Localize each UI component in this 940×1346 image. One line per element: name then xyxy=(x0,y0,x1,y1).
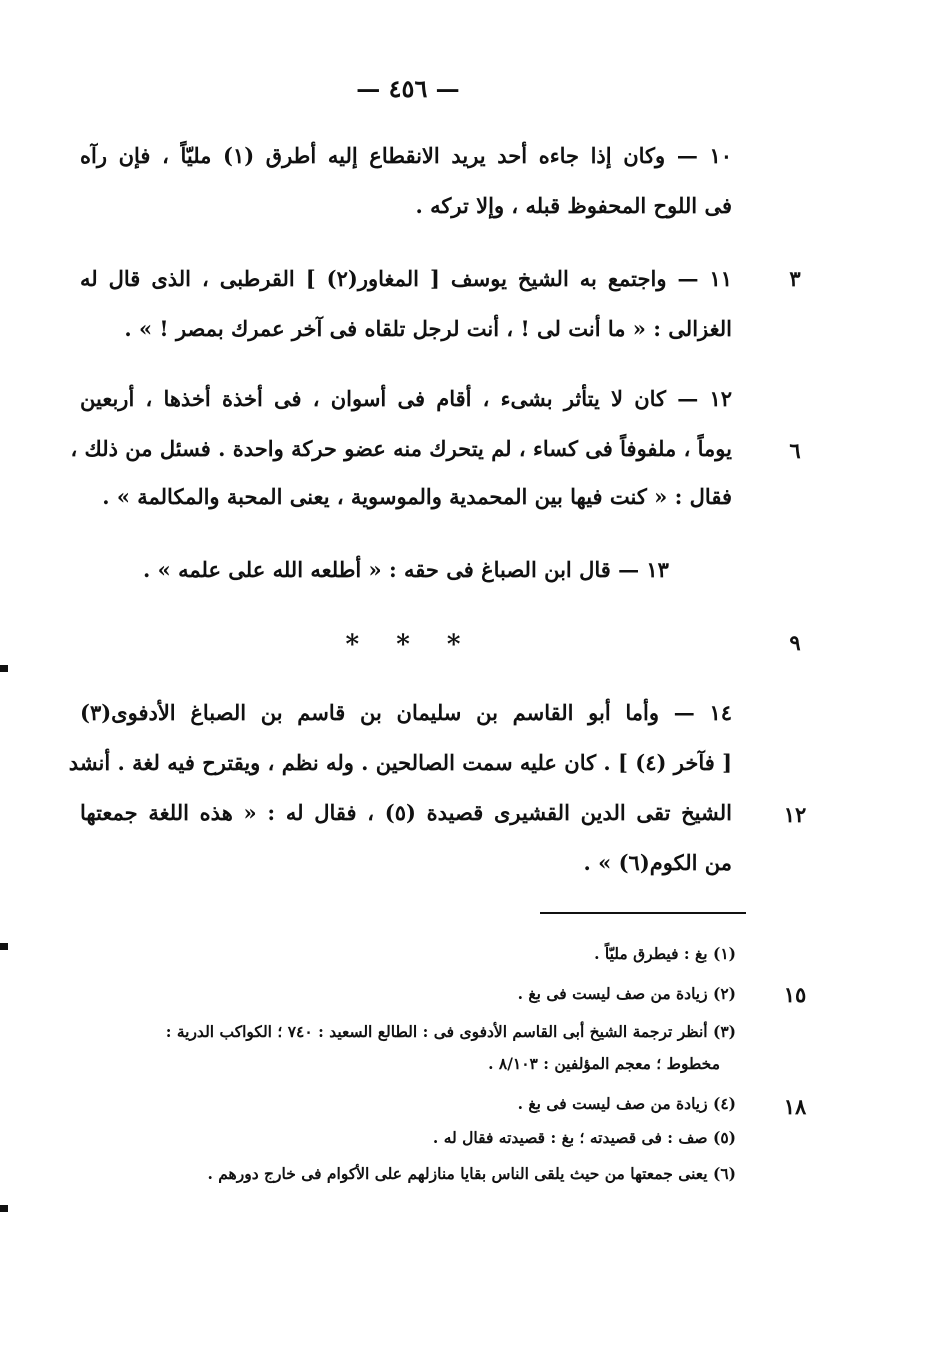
footnote-2: (٢) زيادة من صف ليست فى بغ . xyxy=(517,984,736,1003)
scan-edge-mark xyxy=(0,1205,8,1212)
line-number-9: ٩ xyxy=(789,630,801,655)
line-number-6: ٦ xyxy=(789,438,801,463)
scan-edge-mark xyxy=(0,665,8,672)
page-number: — ٤٥٦ — xyxy=(356,74,460,103)
footnote-3-line-1: (٣) أنظر ترجمة الشيخ أبى القاسم الأدفوى فى : الطالع السعيد : ٧٤٠ ؛ الكواكب الدرية : xyxy=(165,1022,736,1041)
footnote-3-line-2: مخطوط ؛ معجم المؤلفين : ٨/١٠٣ . xyxy=(488,1054,720,1073)
footnote-4: (٤) زيادة من صف ليست فى بغ . xyxy=(517,1094,736,1113)
paragraph-12-line-2: يوماً ، ملفوفاً فى كساء ، لم يتحرك منه عضو حركة واحدة . فسئل من ذلك ، xyxy=(70,436,732,461)
footnote-separator-rule xyxy=(540,912,746,914)
line-number-15: ١٥ xyxy=(783,982,807,1007)
line-number-12: ١٢ xyxy=(783,802,807,827)
footnote-6: (٦) يعنى جمعتها من حيث يلقى الناس بقايا منازلهم على الأكوام فى خارج دورهم . xyxy=(207,1164,736,1183)
paragraph-12-line-1: ١٢ — كان لا يتأثر بشىء ، أقام فى أسوان ، فى أخذة أخذها ، أربعين xyxy=(80,386,732,411)
line-number-18: ١٨ xyxy=(783,1094,807,1119)
paragraph-14-line-3: الشيخ تقى الدين القشيرى قصيدة (٥) ، فقال له : « هذه اللغة جمعتها xyxy=(80,800,732,825)
paragraph-11-line-2: الغزالى : « ما أنت لى ! ، أنت لرجل تلقاه فى آخر عمرك بمصر ! » . xyxy=(124,316,732,341)
paragraph-10-line-2: فى اللوح المحفوظ قبله ، وإلا تركه . xyxy=(415,193,732,218)
footnote-1: (١) بغ : فيطرق مليّاً . xyxy=(594,944,736,963)
paragraph-14-line-2: [ فآخر (٤) ] . كان عليه سمت الصالحين . وله نظم ، ويقترح فيه لغة . أنشد xyxy=(68,750,732,775)
paragraph-13-line-1: ١٣ — قال ابن الصباغ فى حقه : « أطلعه الله على علمه » . xyxy=(143,557,669,582)
scan-edge-mark xyxy=(0,943,8,950)
section-separator: * * * xyxy=(345,630,475,660)
line-number-3: ٣ xyxy=(789,266,801,291)
paragraph-12-line-3: فقال : « كنت فيها بين المحمدية والموسوية ، يعنى المحبة والمكالمة » . xyxy=(102,484,732,509)
footnote-5: (٥) صف : فى قصيدته ؛ بغ : قصيدته فقال له . xyxy=(432,1128,736,1147)
paragraph-10-line-1: ١٠ — وكان إذا جاءه أحد يريد الانقطاع إليه أطرق (١) مليّاً ، فإن رآه xyxy=(80,143,732,168)
paragraph-11-line-1: ١١ — واجتمع به الشيخ يوسف [ المغاور(٢) ] القرطبى ، الذى قال له xyxy=(80,266,733,291)
paragraph-14-line-1: ١٤ — وأما أبو القاسم بن سليمان بن قاسم بن الصباغ الأدفوى(٣) xyxy=(80,700,732,725)
paragraph-14-line-4: من الكوم(٦) » . xyxy=(583,850,732,875)
